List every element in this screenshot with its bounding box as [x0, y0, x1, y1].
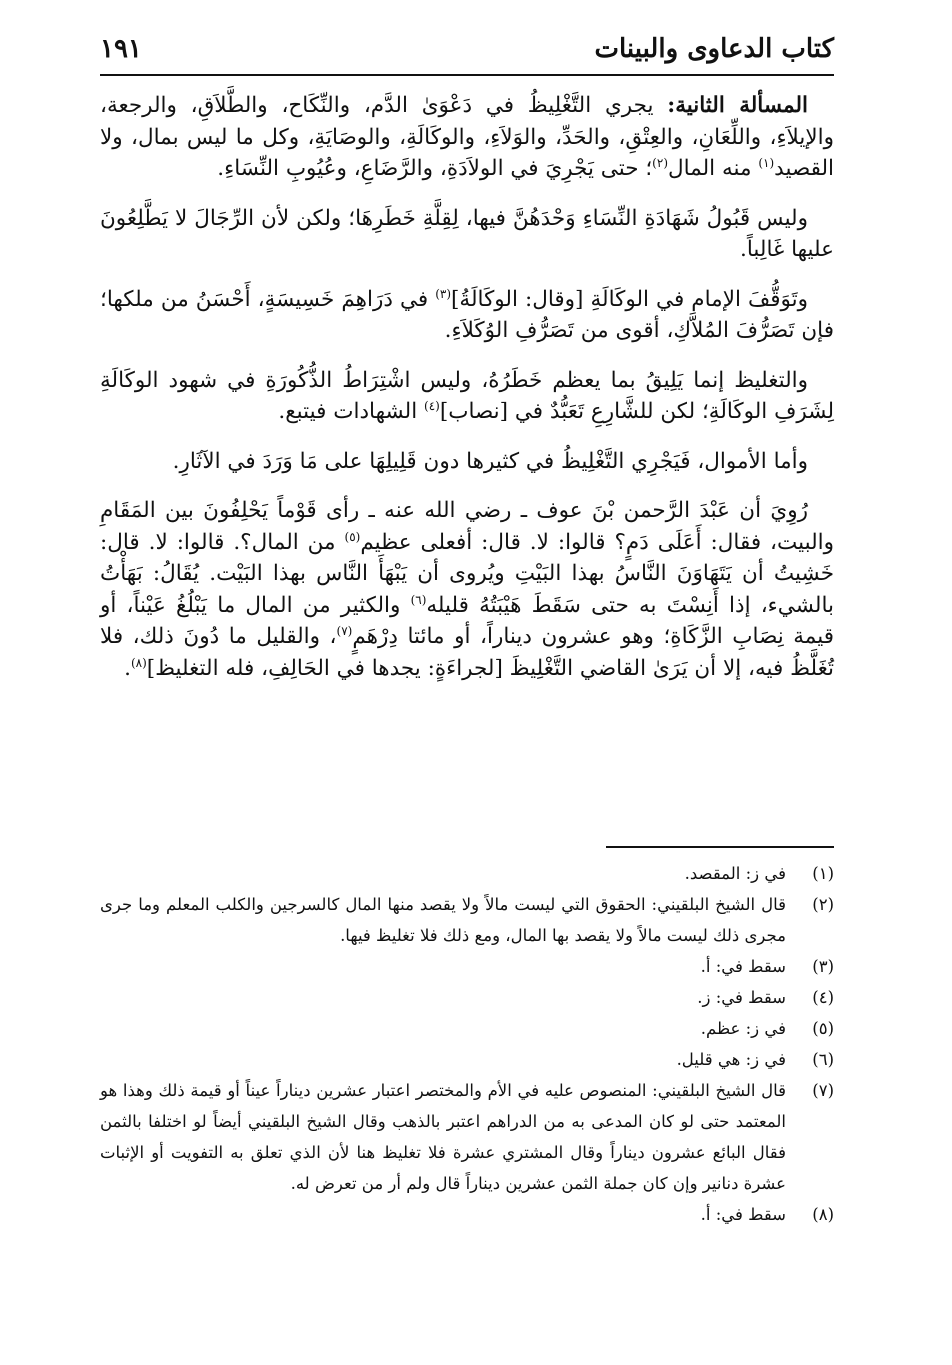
footnote-text: سقط في: أ. — [700, 1205, 786, 1224]
footnote-item — [100, 1013, 834, 1044]
footnote-text: سقط في: ز. — [697, 988, 786, 1007]
footnote-item — [100, 1075, 834, 1199]
main-text — [100, 90, 834, 702]
footnote-item — [100, 951, 834, 982]
footnote-item — [100, 889, 834, 951]
paragraph-6-text-5: . — [124, 655, 131, 681]
paragraph-1-text-2: منه المال — [668, 156, 752, 181]
running-title: كتاب الدعاوى والبينات — [594, 34, 834, 64]
footnote-ref-4[interactable]: (٤) — [424, 398, 440, 413]
page-header — [100, 30, 834, 76]
paragraph-6-text-3: والكثير من المال ما يَبْلُغُ عَيْناً، أو قيمة نِصَابِ الزَّكَاةِ؛ وهو عشرون ديناراً، أو مائتا دِرْهَمٍ — [100, 592, 834, 649]
footnote-text: قال الشيخ البلقيني: المنصوص عليه في الأم والمختصر اعتبار عشرين ديناراً عيناً أو قيمة ذلك وهذا هو المعتمد حتى لو كان المدعى به من الدراهم اعتبر بالذهب وقال الشيخ البلقيني أيضاً لو اختلفا بالثمن فقال البائع عشرون ديناراً وقال المشتري عشرة فلا تغليظ هنا لأن الذي تعلق به التفويت أو الإثبات عشرة دنانير وإن كان جملة الثمن عشرين ديناراً قال ولم أر من تعرض له. — [100, 1081, 786, 1193]
footnote-item — [100, 982, 834, 1013]
footnote-ref-1[interactable]: (١) — [758, 155, 775, 170]
paragraph-1-text-3: ؛ حتى يَجْرِيَ في الولاَدَةِ، والرَّضَاعِ، وعُيُوبِ النِّسَاءِ. — [217, 156, 653, 181]
footnote-number: (٢) — [812, 895, 834, 914]
footnote-number: (٤) — [812, 988, 834, 1007]
paragraph-6-text-4: ، والقليل ما دُونَ ذلك، فلا تُغَلَّظُ فيه، إلا أن يَرَىٰ القاضي التَّغْلِيظَ [لجراءَةٍ: يجدها في الحَالِفِ، فله التغليظ] — [100, 624, 834, 681]
paragraph-3-text: وتَوَقُّفَ الإمام في الوكَالَةِ [وقال: الوكَالَةُ] — [451, 286, 808, 312]
paragraph-1 — [100, 90, 834, 185]
footnote-ref-2[interactable]: (٢) — [652, 155, 668, 170]
footnote-item — [100, 1044, 834, 1075]
footnote-number: (٨) — [812, 1205, 834, 1224]
paragraph-4-text: والتغليظ إنما يَلِيقُ بما يعظم خَطَرُهُ، وليس اشْتِرَاطُ الذُّكُورَةِ في شهود الوكَالَةِ لِشَرَفِ الوكَالَةِ؛ لكن للشَّارِعِ تَعَبُّدٌ في [نصاب] — [100, 367, 834, 424]
footnote-item — [100, 858, 834, 889]
issue-heading: المسألة الثانية: — [667, 93, 808, 118]
paragraph-6 — [100, 495, 834, 684]
footnote-text: في ز: عظم. — [700, 1019, 786, 1038]
footnote-separator — [606, 846, 834, 848]
footnote-ref-8[interactable]: (٨) — [130, 655, 147, 670]
paragraph-6-text-2: من المال؟. قالوا: لا. قال: خَشِيتُ أن يَتَهَاوَنَ النَّاسُ بهذا البَيْتِ ويُروى أن يَبْهَأَ النَّاس بهذا البَيْت. يُقَالُ: بَهَأْتُ بالشيء، إذا أَنِسْتَ به حتى سَقَطَ هَيْبَتُهُ قليله — [100, 529, 834, 618]
paragraph-4 — [100, 365, 834, 428]
paragraph-3 — [100, 284, 834, 347]
footnote-number: (٦) — [812, 1050, 834, 1069]
footnote-number: (٧) — [812, 1081, 834, 1100]
footnote-ref-6[interactable]: (٦) — [410, 592, 427, 607]
paragraph-4-text-2: الشهادات فيتبع. — [278, 399, 418, 424]
page-number: ١٩١ — [100, 34, 142, 64]
footnote-number: (٥) — [812, 1019, 834, 1038]
paragraph-6-text: رُوِيَ أن عَبْدَ الرَّحمن بْنَ عوف ـ رضي الله عنه ـ رأى قَوْماً يَحْلِفُونَ بين المَقَامِ والبيت، فقال: أَعَلَى دَمٍ؟ قالوا: لا. قال: أفعلى عظيم — [100, 498, 834, 555]
footnote-ref-5[interactable]: (٥) — [344, 529, 361, 544]
paragraph-1-text: يجري التَّغْلِيظُ في دَعْوَىٰ الدَّم، والنِّكَاح، والطَّلاَقِ، والرجعة، والإيلاَءِ، واللِّعَانِ، والعِتْقِ، والحَدِّ، والوَلاَءِ، والوكَالَةِ، والوصَايَةِ، وكل ما ليس بمال، ولا القصيد — [100, 93, 834, 181]
footnote-text: قال الشيخ البلقيني: الحقوق التي ليست مالاً ولا يقصد منها المال كالسرجين والكلب المعلم وما جرى مجرى ذلك ليست مالاً ولا يقصد بها المال، ومع ذلك فلا تغليظ فيها. — [100, 895, 786, 945]
footnote-ref-3[interactable]: (٣) — [435, 286, 452, 301]
footnote-item — [100, 1199, 834, 1230]
footnote-text: في ز: المقصد. — [684, 864, 786, 883]
footnote-text: في ز: هي قليل. — [676, 1050, 786, 1069]
footnote-number: (٣) — [812, 957, 834, 976]
paragraph-5: وأما الأموال، فَيَجْرِي التَّغْلِيظُ في كثيرها دون قَلِيلِهَا على مَا وَرَدَ في الآثَارِ. — [172, 448, 808, 474]
footnote-ref-7[interactable]: (٧) — [336, 623, 353, 638]
footnote-text: سقط في: أ. — [700, 957, 786, 976]
footnote-number: (١) — [812, 864, 834, 883]
paragraph-3-text-2: في دَرَاهِمَ خَسِيسَةٍ، أَحْسَنُ من ملكها؛ فإن تَصَرُّفَ المُلاَّكِ، أقوى من تَصَرُّفِ الوُكَلاَءِ. — [100, 286, 834, 343]
paragraph-2: وليس قَبُولُ شَهَادَةِ النِّسَاءِ وَحْدَهُنَّ فيها، لِقِلَّةِ خَطَرِهَا؛ ولكن لأن الرِّجَالَ لا يَطَّلِعُونَ عليها غَالِباً. — [100, 205, 834, 262]
footnotes — [100, 858, 834, 1230]
